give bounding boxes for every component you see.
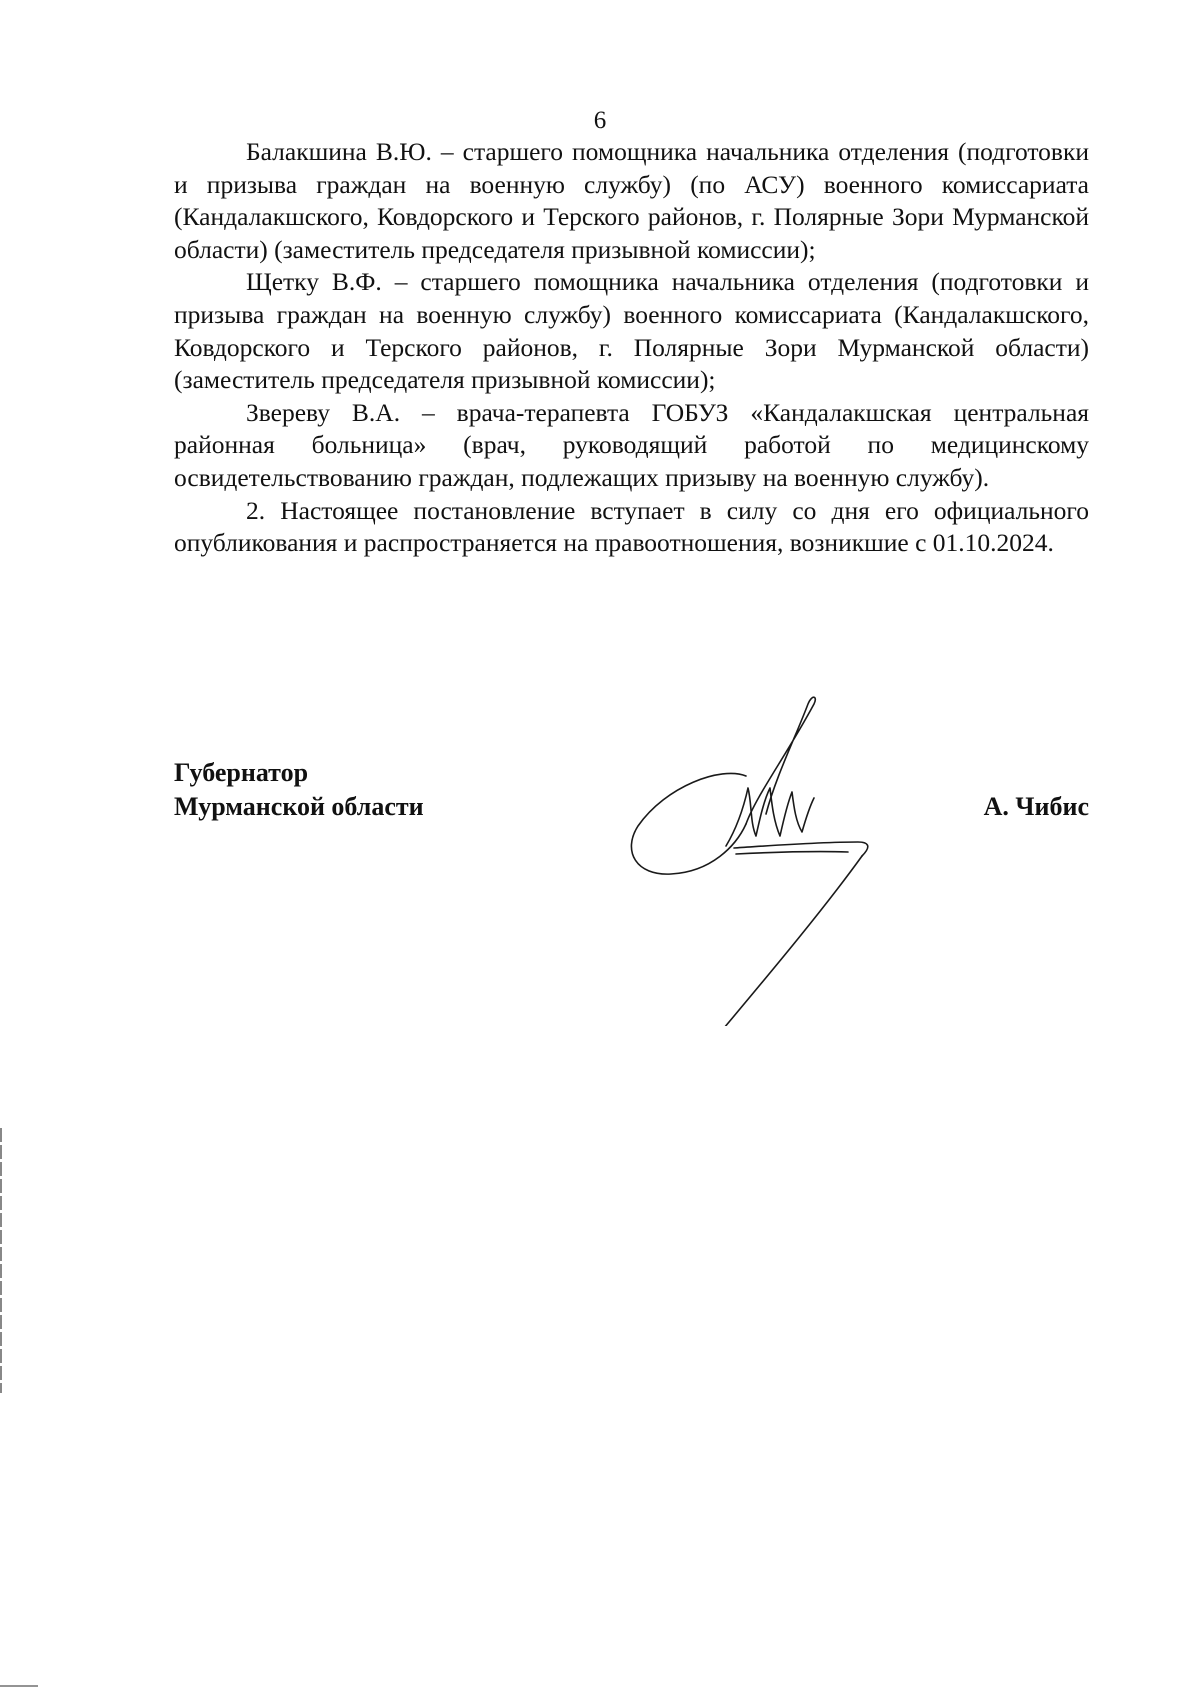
signature-block <box>174 756 1089 1056</box>
signer-name: А. Чибис <box>983 792 1089 821</box>
document-body <box>174 136 1089 560</box>
signer-title <box>174 756 424 824</box>
paragraph-zvereva: Звереву В.А. – врача-терапевта ГОБУЗ «Кандалакшская центральная районная больница» (врач, руководящий работой по медицинскому освидетельствованию граждан, подлежащих призыву на военную службу). <box>174 397 1089 492</box>
paragraph-effective-date: 2. Настоящее постановление вступает в силу со дня его официального опубликования и распространяется на правоотношения, возникшие с 01.10.2024. <box>174 495 1089 558</box>
paragraph-balakshina: Балакшина В.Ю. – старшего помощника начальника отделения (подготовки и призыва граждан на военную службу) (по АСУ) военного комиссариата (Кандалакшского, Ковдорского и Терского районов, г. Полярные Зори Мурманской области) (заместитель председателя призывной комиссии); <box>174 137 1089 264</box>
signer-title-line2: Мурманской области <box>174 792 424 821</box>
scan-bottom-mark <box>0 1685 38 1687</box>
paragraph-shchetka: Щетку В.Ф. – старшего помощника начальника отделения (подготовки и призыва граждан на военную службу) военного комиссариата (Кандалакшского, Ковдорского и Терского районов, г. Полярные Зори Мурманской области) (заместитель председателя призывной комиссии); <box>174 267 1089 395</box>
signer-title-line1: Губернатор <box>174 758 309 787</box>
handwritten-signature-icon <box>626 696 886 1026</box>
scan-edge-mark <box>0 1128 2 1393</box>
page-number: 6 <box>593 107 607 134</box>
